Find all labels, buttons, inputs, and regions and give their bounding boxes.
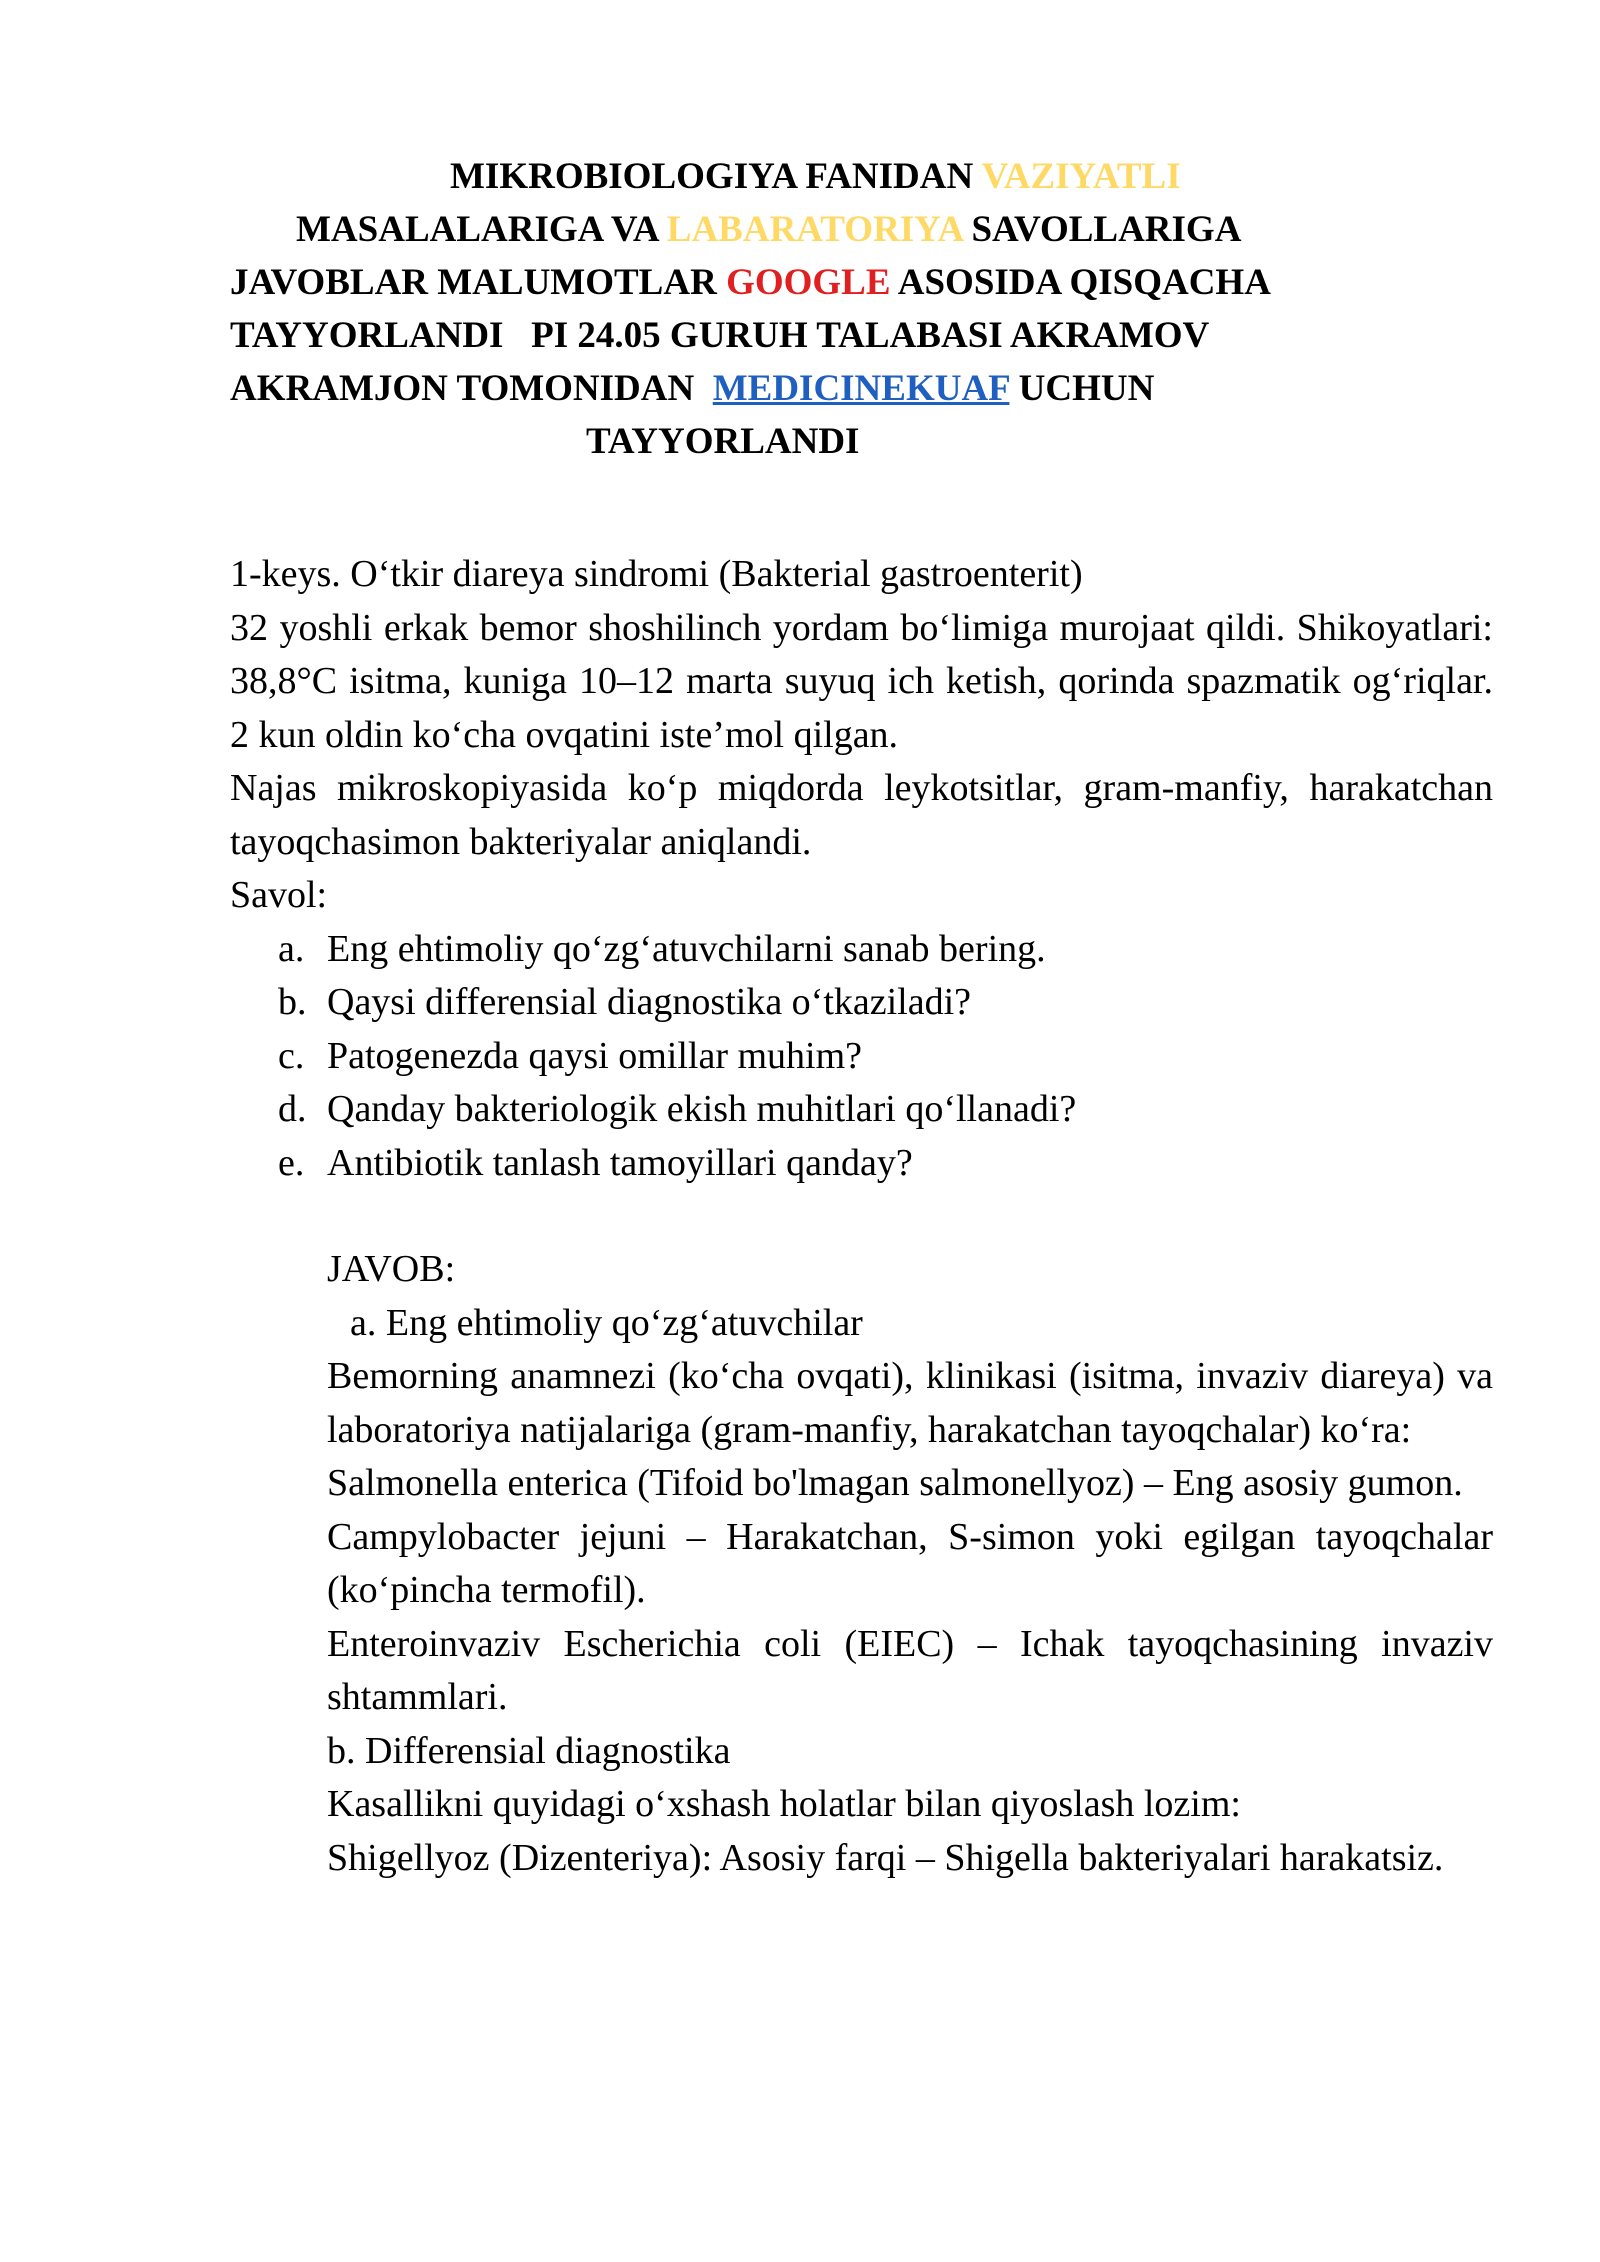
header-line-3: [230, 256, 1500, 309]
list-item: [230, 1083, 1493, 1137]
document-header: [230, 150, 1500, 468]
case-microscopy: Najas mikroskopiyasida ko‘p miqdorda leykotsitlar, gram-manfiy, harakatchan tayoqchasimon bakteriyalar aniqlandi.: [230, 767, 1493, 863]
list-item: [230, 976, 1493, 1030]
question-label: Savol:: [230, 874, 328, 916]
list-item: [230, 1030, 1493, 1084]
list-marker: c.: [278, 1034, 305, 1077]
list-marker: d.: [278, 1088, 307, 1130]
document-body: [230, 548, 1493, 1885]
list-marker: a.: [278, 927, 305, 970]
header-highlight-vaziyatli: VAZIYATLI: [981, 156, 1181, 197]
header-line-2: [230, 203, 1500, 256]
answer-a-intro: Bemorning anamnezi (ko‘cha ovqati), klinikasi (isitma, invaziv diareya) va laboratoriya natijalariga (gram-manfiy, harakatchan tayoqchalar) ko‘ra:: [327, 1355, 1493, 1451]
header-text: AKRAMJON TOMONIDAN: [230, 368, 713, 409]
header-line-5: [230, 362, 1500, 415]
case-title: 1-keys. O‘tkir diareya sindromi (Bakterial gastroenterit): [230, 553, 1083, 595]
header-line-6: TAYYORLANDI: [586, 421, 860, 462]
header-text: MIKROBIOLOGIYA FANIDAN: [450, 156, 982, 197]
answer-a-item: Enteroinvaziv Escherichia coli (EIEC) – Ichak tayoqchasining invaziv shtammlari.: [327, 1622, 1493, 1718]
answer-a-title: a. Eng ehtimoliy qo‘zg‘atuvchilar: [350, 1301, 863, 1344]
header-text: SAVOLLARIGA: [962, 209, 1242, 250]
list-item-text: Qaysi differensial diagnostika o‘tkaziladi?: [327, 981, 972, 1023]
list-item-text: Patogenezda qaysi omillar muhim?: [327, 1034, 863, 1077]
list-marker: e.: [278, 1141, 305, 1184]
header-highlight-google: GOOGLE: [726, 262, 891, 303]
answer-b-intro: Kasallikni quyidagi o‘xshash holatlar bilan qiyoslash lozim:: [327, 1783, 1241, 1825]
answer-b-title: b. Differensial diagnostika: [327, 1729, 731, 1772]
spacer: [230, 1190, 1493, 1243]
header-text: UCHUN: [1009, 368, 1155, 409]
list-item-text: Qanday bakteriologik ekish muhitlari qo‘llanadi?: [327, 1088, 1077, 1130]
answer-a-item: Campylobacter jejuni – Harakatchan, S-simon yoki egilgan tayoqchalar (ko‘pincha termofil).: [327, 1515, 1493, 1611]
list-item: [230, 1137, 1493, 1191]
answer-a-item: Salmonella enterica (Tifoid bo'lmagan salmonellyoz) – Eng asosiy gumon.: [327, 1462, 1463, 1504]
answer-label: JAVOB:: [327, 1248, 456, 1290]
header-text: MASALALARIGA VA: [296, 209, 667, 250]
header-line-4: TAYYORLANDI PI 24.05 GURUH TALABASI AKRAMOV: [230, 315, 1210, 356]
list-item-text: Antibiotik tanlash tamoyillari qanday?: [327, 1141, 913, 1184]
list-item: [230, 923, 1493, 977]
header-text: JAVOBLAR MALUMOTLAR: [230, 262, 727, 303]
question-list: [230, 923, 1493, 1191]
list-marker: b.: [278, 981, 307, 1023]
medicinekuaf-link[interactable]: MEDICINEKUAF: [712, 368, 1010, 409]
answer-b-item: Shigellyoz (Dizenteriya): Asosiy farqi – Shigella bakteriyalari harakatsiz.: [327, 1836, 1444, 1879]
header-line-1: [230, 150, 1500, 203]
header-highlight-labaratoriya: LABARATORIYA: [666, 209, 963, 250]
header-text: ASOSIDA QISQACHA: [890, 262, 1271, 303]
case-description: 32 yoshli erkak bemor shoshilinch yordam bo‘limiga murojaat qildi. Shikoyatlari: 38,8°C isitma, kuniga 10–12 marta suyuq ich ketish, qorinda spazmatik og‘riqlar. 2 kun oldin ko‘cha ovqatini iste’mol qilgan.: [230, 606, 1493, 756]
list-item-text: Eng ehtimoliy qo‘zg‘atuvchilarni sanab bering.: [327, 927, 1046, 970]
